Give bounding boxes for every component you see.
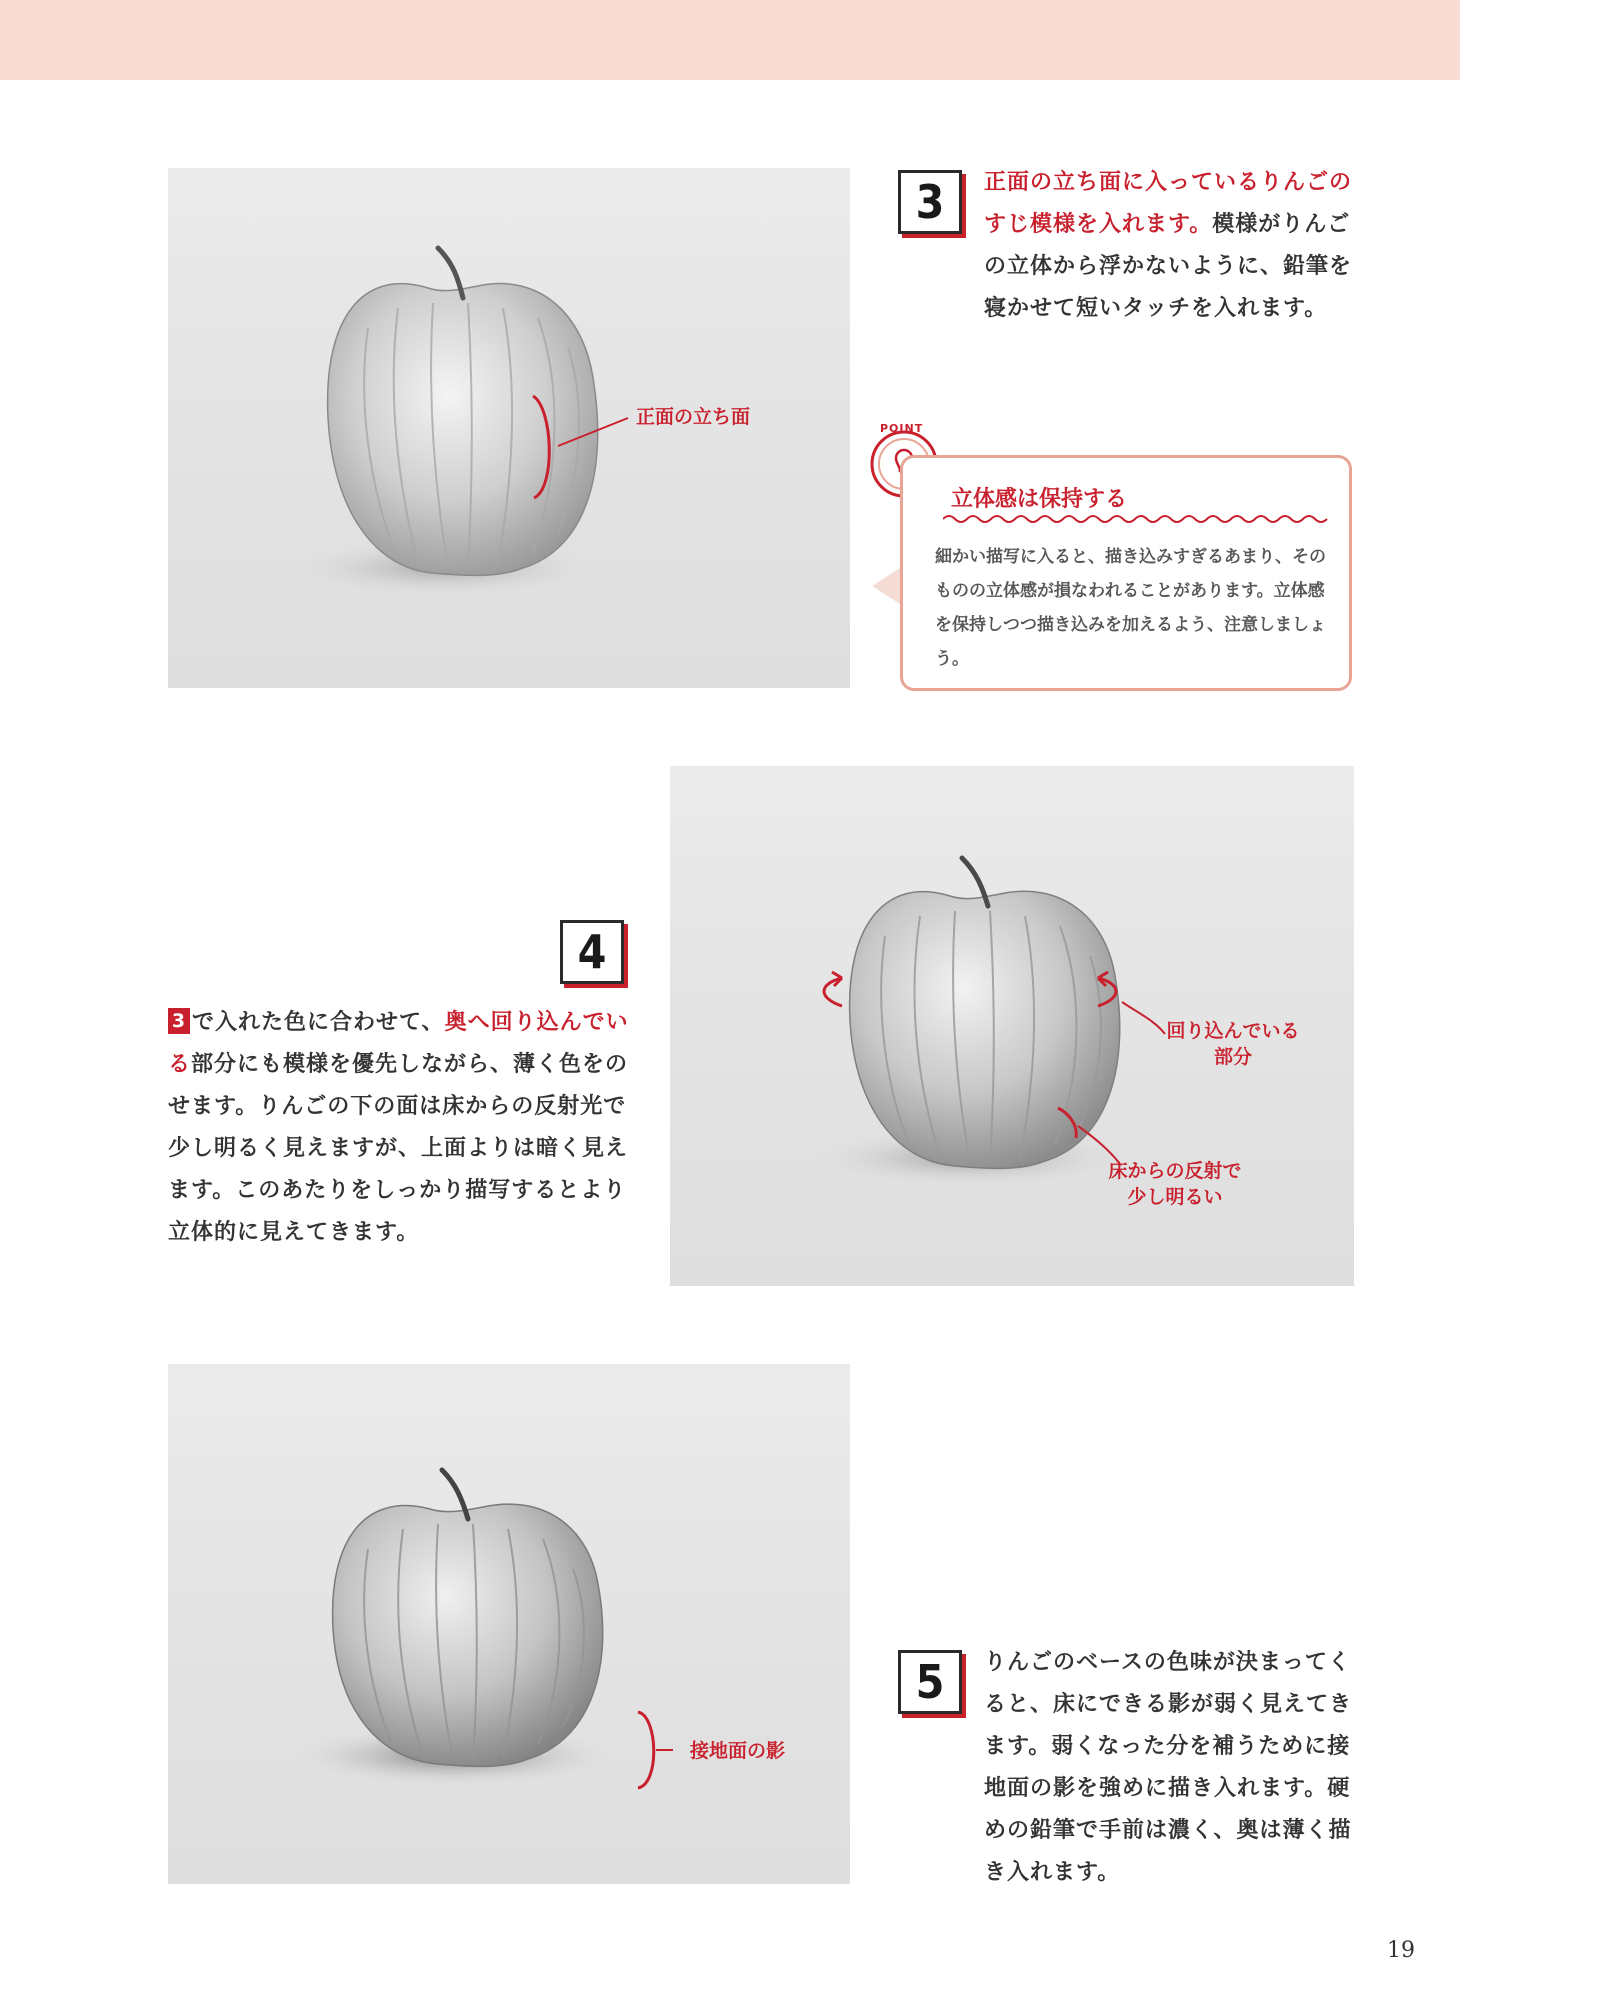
header-band <box>0 0 1460 80</box>
scalloped-edge <box>0 74 1460 86</box>
step3-text <box>984 162 1354 330</box>
label-contact-shadow: 接地面の影 <box>690 1740 786 1762</box>
wavy-underline <box>943 514 1328 524</box>
step-number-3: 3 <box>898 170 962 234</box>
step-number-4: 4 <box>560 920 624 984</box>
step5-text: りんごのベースの色味が決まってくると、床にできる影が弱く見えてきます。弱くなった分を補うために接地面の影を強めに描き入れます。硬めの鉛筆で手前は濃く、奥は薄く描き入れます。 <box>984 1650 1353 1885</box>
step3-highlight: 正面の立ち面に入っているりんごのすじ模様を入れます。 <box>984 170 1353 237</box>
step4-text-a: で入れた色に合わせて、 <box>192 1010 445 1035</box>
step-ref-badge: 3 <box>168 1008 190 1034</box>
label-wrap-around <box>1148 1018 1318 1070</box>
label-reflect-line1: 床からの反射で <box>1108 1160 1242 1182</box>
point-body: 細かい描写に入ると、描き込みすぎるあまり、そのものの立体感が損なわれることがあります。立体感を保持しつつ描き込みを加えるよう、注意しましょう。 <box>935 547 1326 669</box>
callout-pointer-icon <box>870 568 900 604</box>
label-front-face: 正面の立ち面 <box>636 406 751 428</box>
step4-text <box>168 1002 638 1254</box>
label-floor-reflection <box>1080 1158 1270 1210</box>
step3-body: 模様がりんごの立体から浮かないように、鉛筆を寝かせて短いタッチを入れます。 <box>984 212 1353 321</box>
step4-text-b: 部分にも模様を優先しながら、薄く色をのせます。りんごの下の面は床からの反射光で少し明るく見えますが、上面よりは暗く見えます。このあたりをしっかり描写するとより立体的に見えてきます。 <box>168 1052 629 1245</box>
label-wrap-line1: 回り込んでいる <box>1166 1020 1300 1042</box>
label-reflect-line2: 少し明るい <box>1127 1186 1223 1208</box>
step4-highlight: 奥へ回り込んでいる <box>168 1010 629 1077</box>
page-number: 19 <box>1387 1938 1415 1963</box>
label-wrap-line2: 部分 <box>1213 1046 1252 1068</box>
point-title: 立体感は保持する <box>951 487 1128 512</box>
point-callout <box>900 455 1352 691</box>
point-badge: POINT <box>880 422 924 435</box>
apple-drawing-step5 <box>168 1364 850 1884</box>
step-number-5: 5 <box>898 1650 962 1714</box>
